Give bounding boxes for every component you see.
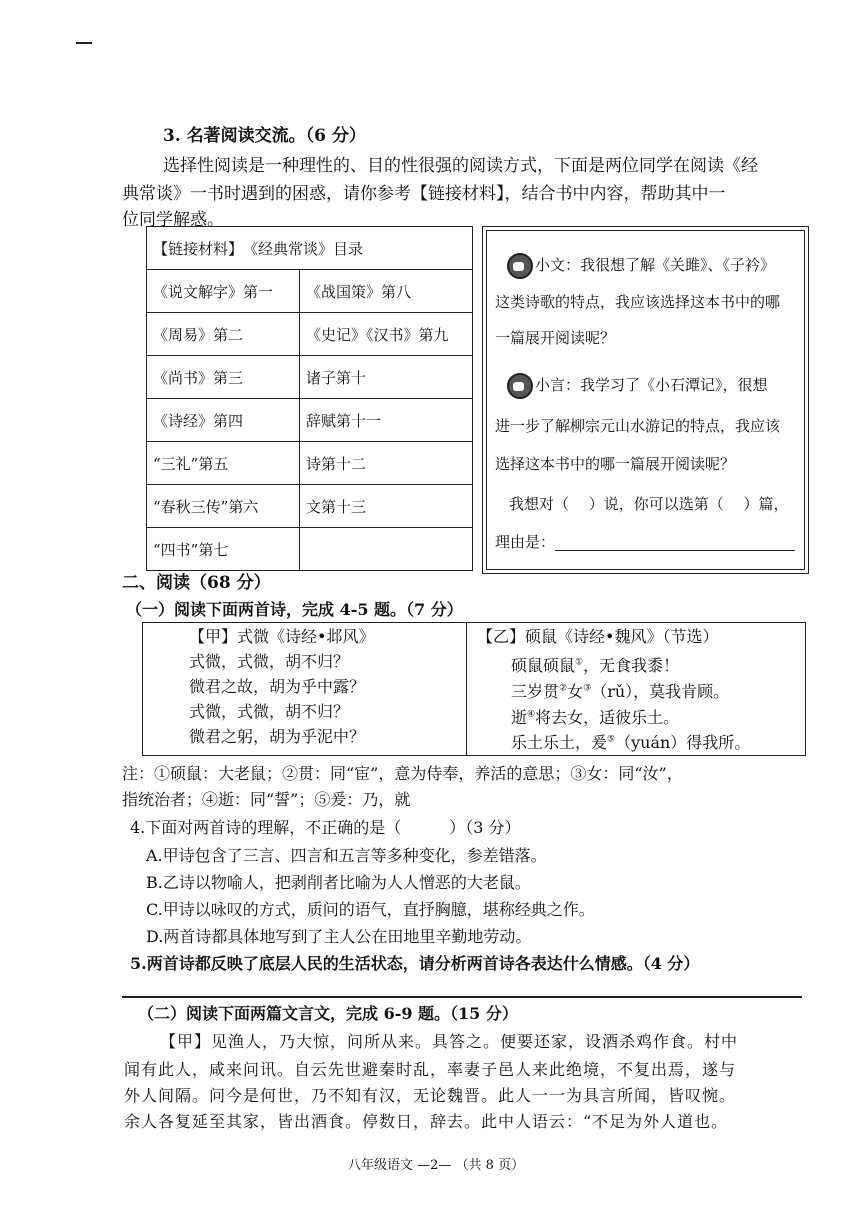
question-4-stem: 4.下面对两首诗的理解，不正确的是（ ）（3 分） bbox=[130, 818, 521, 837]
xiaoyan-text: 小言：我学习了《小石潭记》，很想 bbox=[535, 376, 768, 394]
footnote-mark: ② bbox=[559, 683, 568, 694]
table-row bbox=[147, 399, 473, 442]
link-material-table bbox=[146, 226, 473, 571]
table-cell: 《说文解字》第一 bbox=[147, 270, 300, 313]
dialog-box bbox=[482, 226, 809, 574]
poem-b-title: 【乙】硕鼠《诗经•魏风》（节选） bbox=[477, 627, 719, 646]
part-1-title: （一）阅读下面两首诗，完成 4-5 题。（7 分） bbox=[126, 600, 463, 619]
option-a: A.甲诗包含了三言、四言和五言等多种变化，参差错落。 bbox=[146, 846, 547, 865]
table-cell: 《尚书》第三 bbox=[147, 356, 300, 399]
question-3-title: 3. 名著阅读交流。（6 分） bbox=[163, 126, 366, 146]
poem-a-line: 微君之故，胡为乎中露？ bbox=[189, 677, 366, 696]
poem-b-text: （rǔ），莫我肯顾。 bbox=[591, 682, 730, 701]
table-cell: 《史记》《汉书》第九 bbox=[300, 313, 473, 356]
q3-intro-line-3: 位同学解惑。 bbox=[122, 210, 224, 230]
option-b: B.乙诗以物喻人，把剥削者比喻为人人憎恶的大老鼠。 bbox=[146, 873, 531, 892]
passage-line: 【甲】见渔人，乃大惊，问所从来。具答之。便要还家，设酒杀鸡作食。村中 bbox=[160, 1032, 739, 1051]
table-cell: 诗第十二 bbox=[300, 442, 473, 485]
poem-b-line-3 bbox=[511, 708, 679, 727]
poems-box bbox=[142, 622, 806, 756]
poem-a-line: 微君之躬，胡为乎泥中？ bbox=[189, 727, 366, 746]
table-row bbox=[147, 528, 473, 571]
reason-line bbox=[495, 533, 795, 551]
poem-b-text: 硕鼠硕鼠 bbox=[511, 656, 576, 675]
notes-line-1: 注：①硕鼠：大老鼠；②贯：同“宦”，意为侍奉，养活的意思；③女：同“汝”， bbox=[122, 764, 683, 783]
passage-line: 余人各复延至其家，皆出酒食。停数日，辞去。此中人语云：“不足为外人道也。 bbox=[124, 1112, 729, 1131]
student-avatar-icon bbox=[507, 253, 533, 279]
table-row bbox=[147, 485, 473, 528]
table-cell: “四书”第七 bbox=[147, 528, 300, 571]
poem-b-text: 女 bbox=[567, 682, 584, 701]
table-cell: 文第十三 bbox=[300, 485, 473, 528]
poem-b-line-1 bbox=[511, 656, 679, 675]
table-cell: 诸子第十 bbox=[300, 356, 473, 399]
reason-label: 理由是： bbox=[495, 533, 556, 551]
table-row bbox=[147, 356, 473, 399]
answer-line: 我想对（ ）说，你可以选第（ ）篇， bbox=[509, 495, 789, 513]
table-row bbox=[147, 313, 473, 356]
xiaoyan-line-3: 选择这本书中的哪一篇展开阅读呢？ bbox=[495, 455, 736, 473]
xiaoyan-line-1 bbox=[507, 373, 768, 399]
poem-b-line-2 bbox=[511, 682, 729, 701]
footnote-mark: ④ bbox=[527, 709, 536, 720]
section-divider bbox=[122, 996, 802, 998]
poems-divider bbox=[466, 623, 467, 755]
passage-line: 外人间隔。问今是何世，乃不知有汉，无论魏晋。此人一一为具言所闻，皆叹惋。 bbox=[124, 1086, 737, 1105]
table-cell: 《战国策》第八 bbox=[300, 270, 473, 313]
q3-intro-line-1: 选择性阅读是一种理性的、目的性很强的阅读方式，下面是两位同学在阅读《经 bbox=[163, 156, 758, 176]
poem-a-line: 式微，式微，胡不归？ bbox=[189, 652, 350, 671]
poem-a-line: 式微，式微，胡不归？ bbox=[189, 702, 350, 721]
xiaowen-line-2: 这类诗歌的特点，我应该选择这本书中的哪 bbox=[495, 293, 781, 311]
table-row bbox=[147, 442, 473, 485]
option-d: D.两首诗都具体地写到了主人公在田地里辛勤地劳动。 bbox=[146, 927, 532, 946]
q3-intro-line-2: 典常谈》一书时遇到的困惑，请你参考【链接材料】，结合书中内容，帮助其中一 bbox=[122, 184, 726, 204]
table-cell: “三礼”第五 bbox=[147, 442, 300, 485]
xiaowen-text: 小文：我很想了解《关雎》、《子衿》 bbox=[535, 256, 776, 274]
table-cell bbox=[300, 528, 473, 571]
footnote-mark: ⑤ bbox=[607, 734, 616, 745]
footnote-mark: ③ bbox=[583, 683, 592, 694]
xiaowen-line-3: 一篇展开阅读呢？ bbox=[495, 329, 616, 347]
xiaoyan-line-2: 进一步了解柳宗元山水游记的特点，我应该 bbox=[495, 417, 781, 435]
xiaowen-line-1 bbox=[507, 253, 775, 279]
section-2-title: 二、阅读（68 分） bbox=[122, 573, 271, 593]
answer-blank[interactable] bbox=[555, 534, 795, 551]
table-cell: 辞赋第十一 bbox=[300, 399, 473, 442]
poem-b-text: 乐土乐土，爰 bbox=[511, 733, 608, 752]
poem-b-text: 将去女，适彼乐土。 bbox=[535, 708, 680, 727]
table-cell: “春秋三传”第六 bbox=[147, 485, 300, 528]
option-c: C.甲诗以咏叹的方式，质问的语气，直抒胸臆，堪称经典之作。 bbox=[146, 900, 595, 919]
poem-a-title: 【甲】式微《诗经•邶风》 bbox=[189, 627, 375, 646]
table-row bbox=[147, 270, 473, 313]
footnote-mark: ① bbox=[575, 657, 584, 668]
table-cell: 《诗经》第四 bbox=[147, 399, 300, 442]
poem-b-text: 三岁贯 bbox=[511, 682, 560, 701]
part-2-title: （二）阅读下面两篇文言文，完成 6-9 题。（15 分） bbox=[138, 1004, 518, 1023]
table-cell: 《周易》第二 bbox=[147, 313, 300, 356]
table-header: 【链接材料】 《经典常谈》目录 bbox=[147, 227, 473, 270]
page-footer: 八年级语文 —2— （共 8 页） bbox=[348, 1158, 525, 1173]
poem-b-text: 逝 bbox=[511, 708, 528, 727]
notes-line-2: 指统治者；④逝：同“誓”；⑤爰：乃，就 bbox=[122, 790, 411, 809]
scan-mark bbox=[76, 42, 92, 44]
poem-b-text: （yuán）得我所。 bbox=[615, 733, 751, 752]
poem-b-text: ，无食我黍！ bbox=[583, 656, 680, 675]
poem-b-line-4 bbox=[511, 733, 750, 752]
student-avatar-icon bbox=[507, 373, 533, 399]
question-5: 5.两首诗都反映了底层人民的生活状态，请分析两首诗各表达什么情感。（4 分） bbox=[130, 954, 700, 973]
passage-line: 闻有此人，咸来问讯。自云先世避秦时乱，率妻子邑人来此绝境，不复出焉，遂与 bbox=[124, 1060, 737, 1079]
